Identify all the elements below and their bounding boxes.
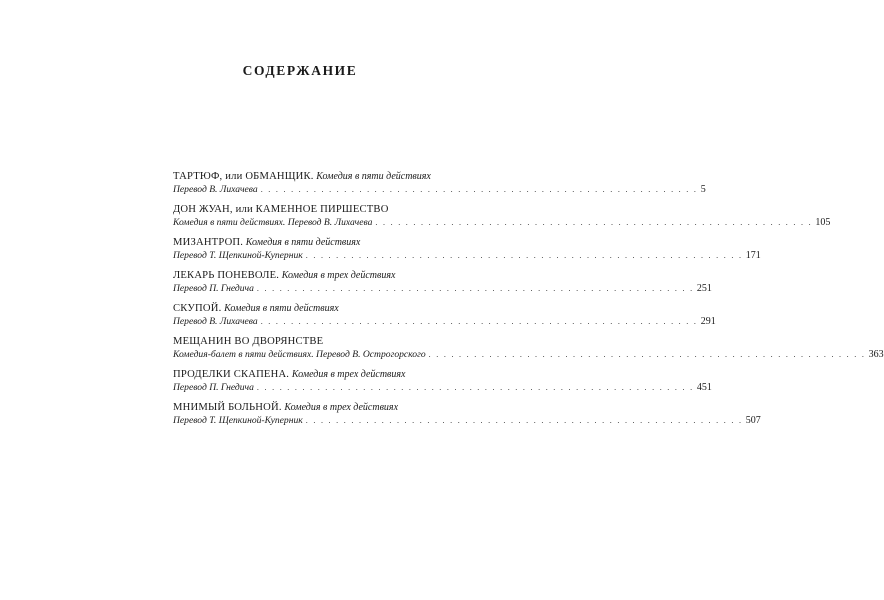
page-title: СОДЕРЖАНИЕ: [242, 63, 358, 78]
toc-entry-description: Комедия в трех действиях: [291, 369, 406, 380]
toc-entry[interactable]: [173, 269, 712, 295]
toc-entry[interactable]: [173, 401, 761, 427]
toc-leader-dots: . . . . . . . . . . . . . . . . . . . . . . . . . . . . . . . . . . . . . . . . . . . . . . . . . . . . . . . . . .: [256, 284, 694, 293]
toc-leader-dots: . . . . . . . . . . . . . . . . . . . . . . . . . . . . . . . . . . . . . . . . . . . . . . . . . . . . . . . . . .: [305, 251, 743, 260]
toc-entry-heading-line: [173, 302, 454, 315]
toc-leader-dots: . . . . . . . . . . . . . . . . . . . . . . . . . . . . . . . . . . . . . . . . . . . . . . . . . . . . . . . . . .: [260, 185, 698, 194]
toc-entry-title: ДОН ЖУАН, или КАМЕННОЕ ПИРШЕСТВО: [173, 204, 389, 215]
toc-entry-detail-line: [173, 249, 761, 262]
toc-entry-detail-line: [173, 183, 706, 196]
toc-entry-translator: Перевод В. Лихачева: [173, 184, 258, 195]
toc-entry-description: Комедия в пяти действиях: [245, 237, 361, 248]
toc-entry-translator: Перевод П. Гнедича: [173, 283, 254, 294]
toc-entry-title: МЕЩАНИН ВО ДВОРЯНСТВЕ: [173, 336, 324, 347]
toc-entry-title: ПРОДЕЛКИ СКАПЕНА.: [173, 369, 290, 380]
toc-entry-heading-line: [173, 236, 454, 249]
toc-entry-page-number: 105: [815, 217, 831, 228]
toc-entry-description: Комедия в пяти действиях: [316, 171, 431, 182]
toc-entry-page-number: 507: [745, 415, 761, 426]
toc-entry-description: Комедия в трех действиях: [284, 402, 399, 413]
toc-entry-detail-line: [173, 348, 884, 361]
toc-entry-page-number: 251: [696, 283, 712, 294]
toc-entry-page-number: 451: [696, 382, 712, 393]
toc-entry-translator: Перевод П. Гнедича: [173, 382, 254, 393]
toc-entry-detail-line: [173, 315, 716, 328]
toc-entry-page-number: 171: [745, 250, 761, 261]
toc-entry-description: Комедия в трех действиях: [281, 270, 396, 281]
toc-entry[interactable]: [173, 368, 712, 394]
toc-leader-dots: . . . . . . . . . . . . . . . . . . . . . . . . . . . . . . . . . . . . . . . . . . . . . . . . . . . . . . . . . .: [428, 350, 866, 359]
toc-entry[interactable]: [173, 170, 706, 196]
toc-leader-dots: . . . . . . . . . . . . . . . . . . . . . . . . . . . . . . . . . . . . . . . . . . . . . . . . . . . . . . . . . .: [256, 383, 694, 392]
toc-entry-title: МНИМЫЙ БОЛЬНОЙ.: [173, 402, 282, 413]
toc-entry-detail-line: [173, 216, 831, 229]
toc-entry-detail-line: [173, 381, 712, 394]
toc-entry-title: ТАРТЮФ, или ОБМАНЩИК.: [173, 171, 314, 182]
toc-entry[interactable]: [173, 335, 884, 361]
toc-entry[interactable]: [173, 203, 831, 229]
toc-entry-title: СКУПОЙ.: [173, 303, 222, 314]
toc-entry-page-number: 5: [700, 184, 706, 195]
toc-entry-translator: Перевод В. Лихачева: [173, 316, 258, 327]
toc-leader-dots: . . . . . . . . . . . . . . . . . . . . . . . . . . . . . . . . . . . . . . . . . . . . . . . . . . . . . . . . . .: [375, 218, 813, 227]
toc-entry-translator: Перевод Т. Щепкиной-Куперник: [173, 250, 303, 261]
toc-entry[interactable]: [173, 236, 761, 262]
toc-entry-heading-line: [173, 368, 454, 381]
toc-entry-page-number: 291: [700, 316, 716, 327]
toc-entry[interactable]: [173, 302, 716, 328]
toc-entry-translator: Комедия-балет в пяти действиях. Перевод В. Острогорского: [173, 349, 426, 360]
toc-entry-translator: Комедия в пяти действиях. Перевод В. Лихачева: [173, 217, 373, 228]
toc-entry-translator: Перевод Т. Щепкиной-Куперник: [173, 415, 303, 426]
toc-entry-description: Комедия в пяти действиях: [224, 303, 339, 314]
toc-entry-title: ЛЕКАРЬ ПОНЕВОЛЕ.: [173, 270, 280, 281]
toc-entry-heading-line: [173, 170, 454, 183]
toc-entry-heading-line: [173, 401, 454, 414]
toc-entry-title: МИЗАНТРОП.: [173, 237, 244, 248]
toc-entry-heading-line: [173, 269, 454, 282]
toc-leader-dots: . . . . . . . . . . . . . . . . . . . . . . . . . . . . . . . . . . . . . . . . . . . . . . . . . . . . . . . . . .: [260, 317, 698, 326]
toc-entry-heading-line: [173, 203, 454, 216]
toc-leader-dots: . . . . . . . . . . . . . . . . . . . . . . . . . . . . . . . . . . . . . . . . . . . . . . . . . . . . . . . . . .: [305, 416, 743, 425]
toc-entry-detail-line: [173, 282, 712, 295]
table-of-contents: [173, 170, 884, 434]
toc-entry-detail-line: [173, 414, 761, 427]
toc-entry-page-number: 363: [868, 349, 884, 360]
toc-entry-heading-line: [173, 335, 454, 348]
